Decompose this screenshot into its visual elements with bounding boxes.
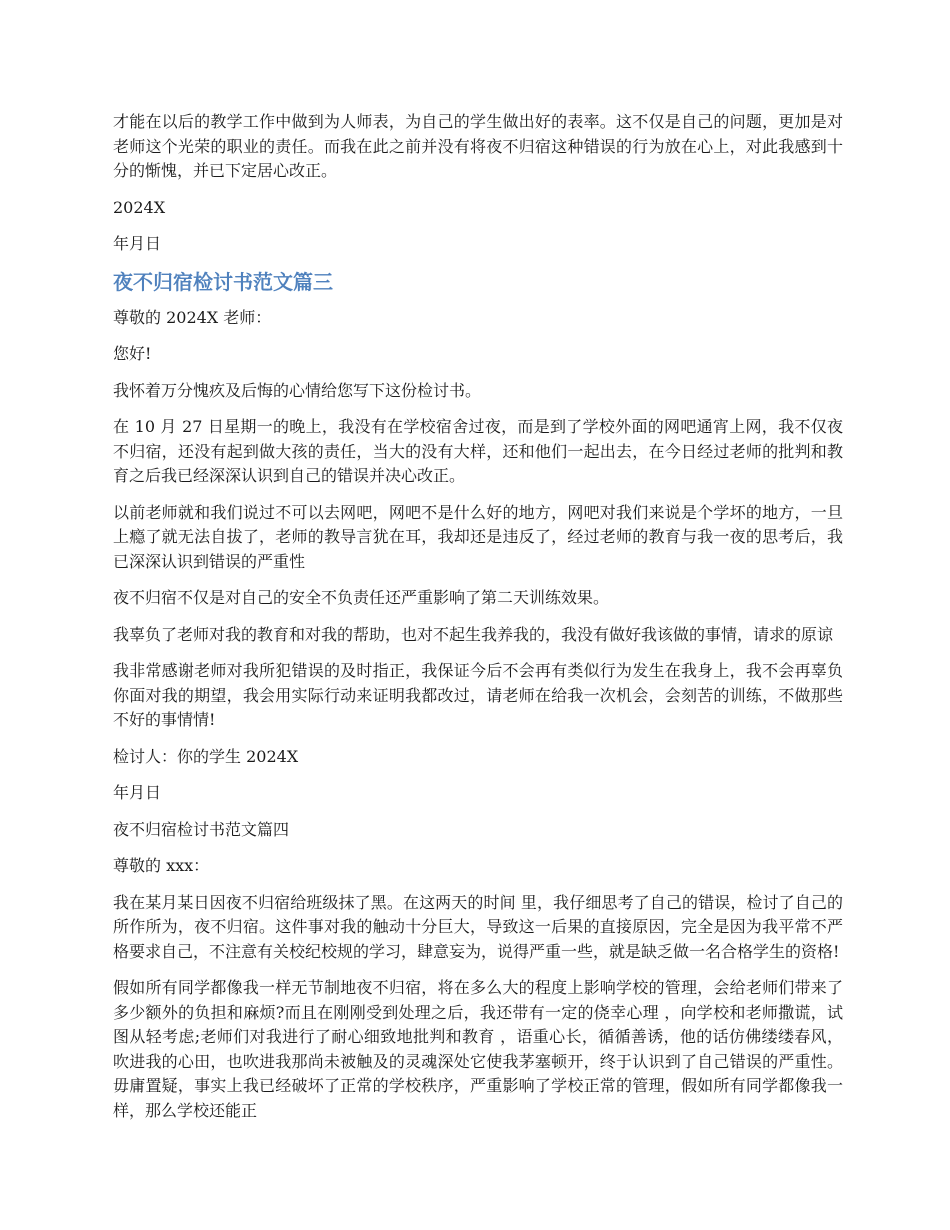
paragraph: 我在某月某日因夜不归宿给班级抹了黑。在这两天的时间 里，我仔细思考了自己的错误，检讨了自己的所作所为，夜不归宿。这件事对我的触动十分巨大，导致这一后果的直接原因，完全是因为我平常不严格要求自己，不注意有关校纪校规的学习，肆意妄为，说得严重一些，就是缺乏做一名合格学生的资格!: [113, 892, 843, 961]
salutation: 尊敬的 xxx：: [113, 856, 210, 875]
section-heading: 夜不归宿检讨书范文篇三: [113, 269, 333, 294]
signature: 检讨人：你的学生 2024X: [113, 746, 299, 766]
paragraph: 假如所有同学都像我一样无节制地夜不归宿，将在多么大的程度上影响学校的管理，会给老师们带来了多少额外的负担和麻烦?而且在刚刚受到处理之后，我还带有一定的侥幸心理 ，向学校和老师撒谎，试图从轻考虑;老师们对我进行了耐心细致地批判和教育 ，语重心长，循循善诱，他的话仿佛缕缕春风，吹进我的心田，也吹进我那尚未被触及的灵魂深处它使我茅塞顿开，终于认识到了自己错误的严重性。毋庸置疑，事实上我已经破坏了正常的学校秩序，严重影响了学校正常的管理，假如所有同学都像我一样，那么学校还能正: [113, 978, 843, 1120]
paragraph: 在 10 月 27 日星期一的晚上，我没有在学校宿舍过夜，而是到了学校外面的网吧通宵上网，我不仅夜不归宿，还没有起到做大孩的责任，当大的没有大样，还和他们一起出去，在今日经过老师的批判和教育之后我已经深深认识到自己的错误并决心改正。: [113, 417, 843, 485]
salutation: 尊敬的 2024X 老师：: [113, 307, 272, 327]
paragraph: 以前老师就和我们说过不可以去网吧，网吧不是什么好的地方，网吧对我们来说是个学坏的地方，一旦上瘾了就无法自拔了，老师的教导言犹在耳，我却还是违反了，经过老师的教育与我一夜的思考后，我已深深认识到错误的严重性: [113, 502, 843, 571]
paragraph: 我怀着万分愧疚及后悔的心情给您写下这份检讨书。: [113, 380, 482, 400]
paragraph: 才能在以后的教学工作中做到为人师表，为自己的学生做出好的表率。这不仅是自己的问题，更加是对老师这个光荣的职业的责任。而我在此之前并没有将夜不归宿这种错误的行为放在心上，对此我感到十分的惭愧，并已下定居心改正。: [113, 112, 843, 180]
paragraph: 我非常感谢老师对我所犯错误的及时指正，我保证今后不会再有类似行为发生在我身上，我不会再辜负你面对我的期望，我会用实际行动来证明我都改过，请老师在给我一次机会，会刻苦的训练，不做那些不好的事情情!: [113, 661, 843, 729]
section-title-plain: 夜不归宿检讨书范文篇四: [113, 819, 290, 839]
document-page: [113, 110, 843, 1135]
date-label: 年月日: [113, 234, 162, 253]
date-label: 年月日: [113, 783, 162, 802]
greeting: 您好!: [113, 344, 152, 363]
paragraph: 我辜负了老师对我的教育和对我的帮助，也对不起生我养我的，我没有做好我该做的事情，请求的原谅: [113, 624, 834, 644]
paragraph: 夜不归宿不仅是对自己的安全不负责任还严重影响了第二天训练效果。: [113, 588, 610, 607]
date-year: 2024X: [113, 197, 166, 217]
